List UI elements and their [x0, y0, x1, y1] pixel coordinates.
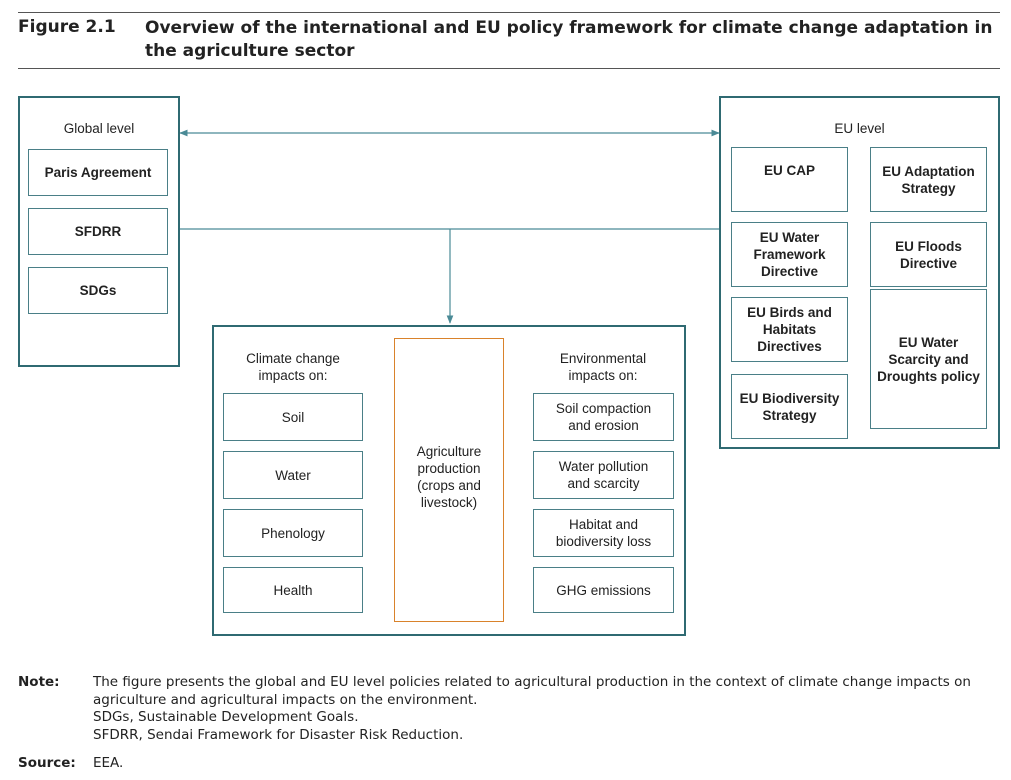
paris-agreement-label: Paris Agreement	[44, 165, 152, 180]
figure-title: Overview of the international and EU policy framework for climate change adaptation in the agriculture sector	[145, 18, 993, 61]
eu-cap-box	[731, 147, 848, 212]
note-text	[93, 674, 983, 744]
climate-impact-soil-label: Soil	[281, 409, 305, 425]
note-line: SDGs, Sustainable Development Goals.	[93, 709, 359, 725]
climate-impact-phenology-label: Phenology	[261, 525, 325, 541]
eu-biodiversity-strategy-label: EU Biodiversity Strategy	[739, 390, 840, 423]
sfdrr-box	[28, 208, 168, 255]
agriculture-production-label: Agriculture production (crops and livestock)	[416, 444, 482, 510]
eu-birds-habitats-box	[731, 297, 848, 362]
note-line: SFDRR, Sendai Framework for Disaster Risk Reduction.	[93, 726, 464, 743]
climate-impact-water-box	[223, 451, 363, 499]
source-value: EEA.	[93, 755, 124, 771]
sdgs-label: SDGs	[79, 283, 117, 298]
agriculture-production-box	[394, 338, 504, 622]
env-impact-soil-compaction-box	[533, 393, 674, 441]
env-impact-water-pollution-label: Water pollution and scarcity	[558, 459, 649, 491]
env-impact-habitat-loss-label: Habitat and biodiversity loss	[555, 517, 652, 549]
climate-impact-health-box	[223, 567, 363, 613]
env-impact-ghg-label: GHG emissions	[556, 582, 651, 598]
env-impact-habitat-loss-box	[533, 509, 674, 557]
figure-label: Figure 2.1	[18, 17, 116, 37]
eu-water-framework-label: EU Water Framework Directive	[753, 230, 826, 279]
climate-impact-water-label: Water	[275, 467, 311, 483]
eu-adaptation-strategy-box	[870, 147, 987, 212]
eu-floods-directive-label: EU Floods Directive	[895, 238, 962, 271]
env-impact-ghg-box	[533, 567, 674, 613]
eu-water-framework-box	[731, 222, 848, 287]
note-key: Note:	[18, 674, 60, 690]
note-line: The figure presents the global and EU level policies related to agricultural production in the context of climate change impacts on agriculture and agricultural impacts on the environment.	[93, 674, 971, 708]
sfdrr-label: SFDRR	[74, 224, 122, 239]
global-level-title: Global level	[63, 121, 135, 136]
sdgs-box	[28, 267, 168, 314]
eu-level-title: EU level	[834, 121, 885, 136]
paris-agreement-box	[28, 149, 168, 196]
climate-impact-soil-box	[223, 393, 363, 441]
source-key: Source:	[18, 755, 76, 771]
climate-impact-health-label: Health	[273, 582, 313, 598]
eu-birds-habitats-label: EU Birds and Habitats Directives	[747, 305, 832, 354]
eu-water-scarcity-label: EU Water Scarcity and Droughts policy	[877, 334, 980, 384]
climate-impacts-title: Climate change impacts on:	[246, 351, 340, 383]
climate-impact-phenology-box	[223, 509, 363, 557]
env-impact-water-pollution-box	[533, 451, 674, 499]
environmental-impacts-title: Environmental impacts on:	[559, 351, 647, 383]
env-impact-soil-compaction-label: Soil compaction and erosion	[555, 401, 652, 433]
eu-water-scarcity-box	[870, 289, 987, 429]
eu-adaptation-strategy-label: EU Adaptation Strategy	[882, 163, 975, 196]
eu-biodiversity-strategy-box	[731, 374, 848, 439]
eu-floods-directive-box	[870, 222, 987, 287]
eu-cap-label: EU CAP	[763, 163, 815, 178]
